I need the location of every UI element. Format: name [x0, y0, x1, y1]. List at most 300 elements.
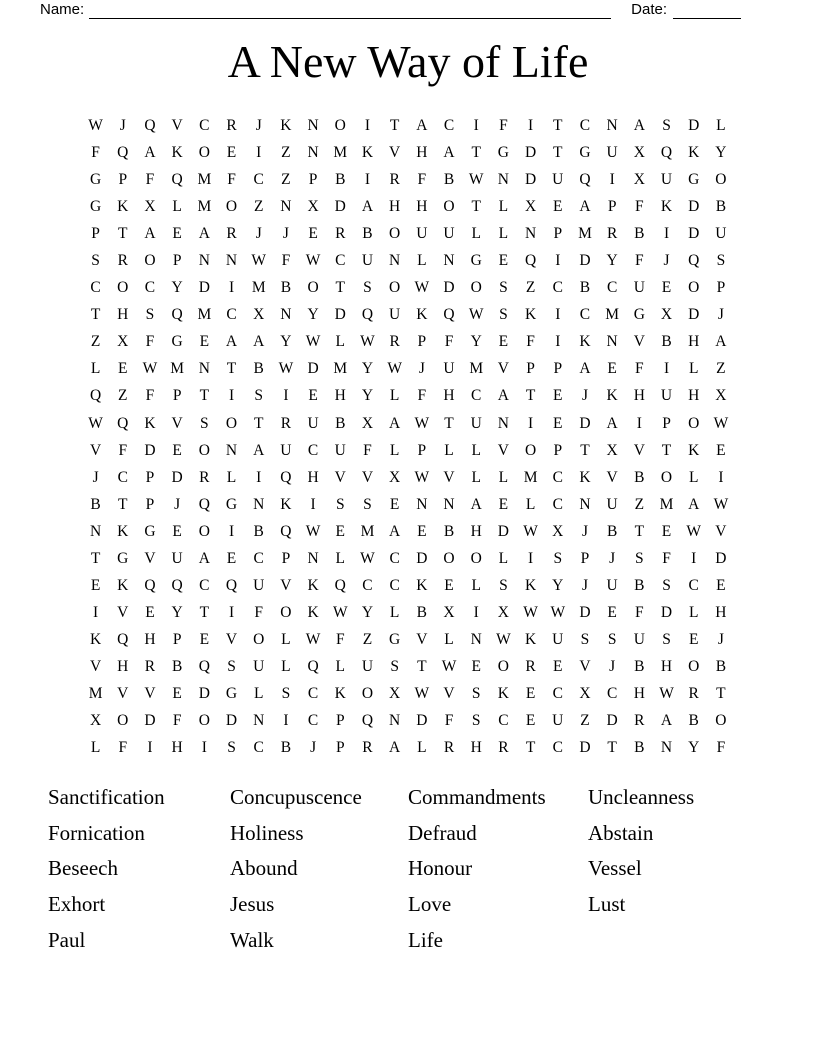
grid-letter: E — [471, 657, 481, 675]
grid-letter: X — [633, 171, 645, 189]
grid-letter: P — [335, 739, 345, 757]
grid-letter: U — [633, 279, 645, 297]
grid-letter: W — [360, 549, 375, 567]
grid-letter: A — [253, 333, 265, 351]
grid-letter: K — [334, 684, 346, 702]
grid-letter: Z — [634, 495, 645, 513]
grid-letter: W — [414, 279, 430, 297]
grid-letter: B — [443, 522, 455, 540]
grid-letter: I — [147, 739, 153, 757]
grid-letter: U — [606, 576, 618, 594]
grid-letter: A — [198, 225, 210, 243]
grid-letter: F — [281, 252, 291, 270]
grid-letter: V — [225, 630, 238, 648]
grid-letter: A — [579, 360, 591, 378]
grid-letter: C — [552, 495, 563, 513]
grid-letter: H — [660, 657, 673, 675]
grid-letter: W — [550, 603, 566, 621]
grid-letter: Q — [117, 144, 129, 162]
grid-letter: W — [305, 333, 321, 351]
grid-letter: O — [334, 117, 346, 134]
grid-letter: E — [607, 360, 617, 378]
grid-letter: T — [471, 198, 481, 216]
grid-letter: U — [715, 225, 727, 243]
grid-letter: Y — [688, 739, 700, 757]
grid-letter: D — [579, 739, 591, 757]
grid-letter: P — [335, 712, 345, 730]
grid-letter: U — [606, 495, 618, 513]
grid-letter: J — [92, 468, 99, 486]
grid-letter: C — [471, 387, 482, 405]
grid-letter: Y — [715, 144, 727, 162]
grid-letter: E — [308, 387, 318, 405]
grid-letter: P — [662, 414, 671, 432]
grid-letter: J — [255, 225, 262, 243]
grid-letter: M — [469, 360, 484, 378]
grid-letter: E — [688, 630, 699, 648]
grid-letter: M — [523, 468, 538, 486]
grid-letter: E — [308, 225, 318, 243]
grid-letter: W — [523, 603, 538, 621]
grid-letter: I — [609, 171, 615, 189]
grid-letter: V — [144, 549, 156, 567]
grid-letter: S — [335, 495, 345, 513]
grid-letter: I — [201, 739, 207, 757]
grid-letter: Y — [280, 333, 292, 351]
grid-letter: H — [470, 522, 482, 540]
grid-letter: M — [605, 306, 620, 324]
grid-letter: B — [606, 522, 618, 540]
grid-letter: L — [471, 576, 481, 594]
grid-letter: R — [389, 333, 400, 351]
grid-letter: C — [253, 739, 264, 757]
grid-letter: M — [197, 198, 212, 216]
grid-letter: O — [688, 657, 700, 675]
grid-letter: U — [660, 387, 673, 405]
grid-letter: S — [607, 630, 617, 648]
grid-letter: K — [688, 441, 700, 459]
grid-letter: D — [579, 252, 591, 270]
grid-letter: Q — [307, 657, 319, 675]
grid-letter: R — [498, 739, 509, 757]
grid-letter: C — [144, 279, 156, 297]
grid-letter: A — [688, 495, 700, 513]
grid-letter: W — [686, 522, 702, 540]
word-list-item: Fornication — [48, 820, 145, 845]
grid-letter: T — [417, 657, 427, 675]
grid-letter: A — [198, 549, 210, 567]
grid-letter: L — [389, 603, 400, 621]
grid-letter: N — [443, 495, 455, 513]
grid-letter: B — [634, 225, 645, 243]
grid-letter: L — [498, 225, 509, 243]
grid-letter: K — [524, 576, 537, 594]
grid-letter: Z — [281, 171, 291, 189]
grid-letter: W — [387, 360, 402, 378]
grid-letter: B — [253, 360, 264, 378]
grid-letter: O — [117, 712, 129, 730]
grid-letter: K — [280, 117, 292, 134]
grid-letter: Q — [280, 522, 292, 540]
grid-letter: Z — [525, 279, 536, 297]
grid-letter: H — [633, 684, 645, 702]
grid-letter: N — [253, 495, 265, 513]
grid-letter: O — [497, 657, 509, 675]
grid-letter: I — [528, 414, 534, 432]
grid-letter: O — [660, 468, 673, 486]
grid-letter: C — [90, 279, 101, 297]
grid-letter: T — [471, 144, 481, 162]
grid-letter: T — [525, 739, 536, 757]
grid-letter: N — [660, 739, 673, 757]
grid-letter: S — [471, 684, 481, 702]
grid-letter: F — [662, 549, 671, 567]
grid-letter: F — [172, 712, 182, 730]
grid-letter: C — [688, 576, 699, 594]
grid-letter: Q — [117, 414, 129, 432]
grid-letter: P — [145, 495, 155, 513]
word-list-item: Lust — [588, 892, 626, 917]
grid-letter: E — [498, 333, 509, 351]
grid-letter: R — [117, 252, 128, 270]
grid-letter: W — [88, 117, 103, 134]
grid-letter: L — [417, 252, 427, 270]
grid-letter: O — [361, 684, 374, 702]
grid-letter: R — [443, 739, 455, 757]
word-list-item: Sanctification — [48, 785, 165, 809]
grid-letter: K — [579, 468, 591, 486]
grid-letter: K — [606, 387, 618, 405]
grid-letter: U — [361, 252, 374, 270]
grid-letter: T — [661, 441, 672, 459]
grid-letter: E — [226, 549, 237, 567]
grid-letter: C — [552, 279, 563, 297]
word-list-column — [48, 780, 230, 959]
grid-letter: C — [335, 252, 346, 270]
grid-letter: V — [443, 468, 455, 486]
grid-letter: L — [498, 549, 509, 567]
grid-letter: P — [580, 549, 590, 567]
grid-letter: J — [310, 739, 317, 757]
grid-letter: Z — [281, 144, 291, 162]
grid-letter: V — [117, 603, 129, 621]
grid-letter: S — [363, 495, 372, 513]
grid-letter: D — [606, 712, 618, 730]
grid-letter: C — [606, 684, 618, 702]
grid-letter: H — [117, 306, 129, 324]
grid-letter: K — [497, 684, 509, 702]
grid-letter: X — [89, 712, 102, 730]
grid-letter: K — [361, 144, 374, 162]
grid-letter: U — [389, 306, 401, 324]
word-list-item: Vessel — [588, 856, 642, 881]
grid-letter: G — [497, 144, 509, 162]
grid-letter: N — [443, 252, 455, 270]
grid-letter: B — [688, 712, 699, 730]
grid-letter: N — [579, 495, 591, 513]
grid-letter: J — [255, 117, 262, 134]
grid-letter: S — [553, 549, 563, 567]
grid-letter: V — [606, 468, 618, 486]
grid-letter: O — [198, 712, 210, 730]
grid-letter: E — [335, 522, 346, 540]
grid-letter: O — [307, 279, 319, 297]
grid-letter: S — [227, 657, 236, 675]
grid-letter: Q — [171, 306, 183, 324]
grid-letter: F — [145, 333, 155, 351]
grid-letter: B — [90, 495, 101, 513]
grid-letter: S — [716, 252, 726, 270]
grid-letter: T — [525, 387, 536, 405]
grid-letter: O — [389, 279, 401, 297]
grid-letter: P — [172, 387, 182, 405]
word-list-item: Beseech — [48, 856, 118, 881]
grid-letter: W — [496, 630, 511, 648]
grid-letter: T — [199, 387, 210, 405]
grid-letter: T — [90, 306, 101, 324]
grid-letter: L — [471, 468, 481, 486]
grid-letter: R — [634, 712, 645, 730]
grid-letter: W — [278, 360, 294, 378]
grid-letter: A — [497, 387, 509, 405]
grid-letter: I — [555, 306, 561, 324]
grid-letter: I — [718, 468, 724, 486]
grid-letter: U — [552, 171, 564, 189]
grid-letter: K — [524, 306, 537, 324]
grid-letter: B — [661, 333, 672, 351]
grid-letter: D — [307, 360, 319, 378]
grid-letter: U — [633, 630, 645, 648]
grid-letter: U — [416, 225, 428, 243]
page-title: A New Way of Life — [227, 36, 589, 87]
grid-letter: O — [470, 549, 482, 567]
grid-letter: O — [715, 171, 727, 189]
grid-letter: W — [251, 252, 267, 270]
grid-letter: F — [335, 630, 345, 648]
grid-letter: D — [524, 171, 537, 189]
grid-letter: X — [307, 198, 319, 216]
grid-letter: J — [717, 630, 724, 648]
grid-letter: J — [609, 549, 616, 567]
grid-letter: V — [497, 360, 509, 378]
grid-letter: Q — [225, 576, 238, 594]
grid-letter: N — [89, 522, 102, 540]
grid-letter: E — [607, 603, 617, 621]
grid-letter: N — [524, 225, 537, 243]
grid-letter: Q — [89, 387, 102, 405]
grid-letter: I — [663, 225, 670, 243]
grid-letter: C — [443, 117, 455, 134]
grid-letter: S — [662, 630, 671, 648]
grid-letter: K — [416, 576, 428, 594]
grid-letter: N — [307, 144, 319, 162]
grid-letter: A — [633, 117, 645, 134]
grid-letter: J — [282, 225, 289, 243]
grid-letter: U — [334, 441, 346, 459]
name-label: Name: — [40, 1, 85, 18]
grid-letter: I — [691, 549, 697, 567]
grid-letter: B — [280, 279, 292, 297]
grid-letter: Y — [171, 603, 183, 621]
grid-letter: J — [609, 657, 616, 675]
grid-letter: R — [226, 225, 237, 243]
grid-letter: N — [280, 198, 292, 216]
grid-letter: N — [307, 117, 319, 134]
grid-letter: B — [253, 522, 264, 540]
grid-letter: C — [606, 279, 618, 297]
grid-letter: F — [118, 739, 128, 757]
grid-letter: N — [389, 712, 401, 730]
grid-letter: C — [253, 549, 264, 567]
grid-letter: M — [333, 360, 348, 378]
grid-letter: U — [552, 712, 564, 730]
grid-letter: N — [606, 117, 618, 134]
grid-letter: Z — [253, 198, 264, 216]
grid-letter: X — [443, 603, 455, 621]
grid-letter: Q — [280, 468, 292, 486]
grid-letter: E — [553, 198, 563, 216]
grid-letter: D — [334, 306, 346, 324]
grid-letter: E — [199, 333, 210, 351]
grid-letter: G — [225, 495, 238, 513]
grid-letter: I — [228, 603, 235, 621]
grid-letter: D — [660, 603, 673, 621]
grid-letter: B — [171, 657, 183, 675]
grid-letter: O — [225, 414, 238, 432]
grid-letter: F — [635, 198, 644, 216]
grid-letter: F — [635, 603, 644, 621]
grid-letter: L — [498, 468, 509, 486]
grid-letter: U — [443, 225, 455, 243]
grid-letter: H — [416, 198, 428, 216]
grid-letter: X — [606, 441, 618, 459]
grid-letter: V — [361, 468, 374, 486]
grid-letter: E — [417, 522, 427, 540]
grid-letter: C — [307, 441, 319, 459]
grid-letter: W — [414, 684, 430, 702]
grid-letter: H — [470, 739, 482, 757]
grid-letter: S — [390, 657, 399, 675]
grid-letter: H — [688, 387, 700, 405]
grid-letter: I — [555, 333, 561, 351]
grid-letter: O — [688, 279, 700, 297]
grid-letter: A — [606, 414, 618, 432]
grid-letter: X — [524, 198, 537, 216]
grid-letter: A — [389, 522, 401, 540]
grid-letter: E — [553, 657, 563, 675]
grid-letter: I — [283, 387, 289, 405]
grid-letter: M — [170, 360, 185, 378]
grid-letter: Q — [144, 576, 156, 594]
grid-letter: Z — [716, 360, 726, 378]
grid-letter: J — [581, 576, 588, 594]
grid-letter: B — [634, 739, 645, 757]
grid-letter: E — [172, 225, 182, 243]
grid-letter: E — [226, 144, 237, 162]
grid-letter: H — [633, 387, 645, 405]
grid-letter: R — [335, 225, 346, 243]
grid-letter: L — [716, 117, 726, 134]
grid-letter: C — [117, 468, 128, 486]
grid-letter: E — [525, 712, 536, 730]
grid-letter: I — [93, 603, 99, 621]
word-list-item: Concupuscence — [230, 785, 362, 809]
grid-letter: A — [660, 712, 673, 730]
word-search-grid — [82, 112, 735, 761]
grid-letter: C — [253, 171, 264, 189]
grid-letter: E — [444, 576, 454, 594]
grid-letter: F — [363, 441, 372, 459]
grid-letter: N — [389, 252, 401, 270]
grid-letter: L — [688, 360, 699, 378]
grid-letter: Y — [361, 387, 374, 405]
grid-letter: I — [528, 117, 534, 134]
grid-letter: I — [528, 549, 534, 567]
grid-letter: O — [443, 198, 455, 216]
grid-letter: D — [579, 414, 591, 432]
grid-letter: J — [717, 306, 724, 324]
grid-letter: G — [389, 630, 401, 648]
grid-letter: J — [119, 117, 126, 134]
grid-letter: O — [144, 252, 156, 270]
grid-letter: E — [661, 279, 672, 297]
grid-letter: I — [473, 603, 479, 621]
word-list-item: Paul — [48, 927, 86, 952]
grid-letter: B — [715, 657, 727, 675]
grid-letter: S — [227, 739, 236, 757]
grid-letter: M — [197, 306, 212, 324]
grid-letter: G — [470, 252, 482, 270]
grid-letter: L — [90, 739, 101, 757]
grid-letter: T — [634, 522, 645, 540]
grid-letter: Z — [118, 387, 128, 405]
grid-letter: E — [145, 603, 155, 621]
grid-letter: A — [389, 739, 401, 757]
grid-letter: C — [552, 468, 563, 486]
grid-letter: R — [362, 739, 373, 757]
worksheet-header — [40, 1, 741, 20]
grid-letter: J — [663, 252, 670, 270]
grid-letter: O — [280, 603, 292, 621]
grid-letter: T — [90, 549, 101, 567]
grid-letter: W — [332, 603, 348, 621]
grid-letter: N — [470, 630, 482, 648]
date-label: Date: — [631, 1, 667, 18]
grid-letter: O — [117, 279, 129, 297]
grid-letter: B — [362, 225, 373, 243]
grid-letter: W — [468, 171, 484, 189]
grid-letter: T — [716, 684, 726, 702]
word-list-item: Abound — [230, 856, 298, 881]
grid-letter: W — [441, 657, 457, 675]
grid-letter: K — [524, 630, 537, 648]
grid-letter: L — [688, 468, 699, 486]
grid-letter: S — [662, 576, 671, 594]
grid-letter: Q — [361, 306, 374, 324]
grid-letter: D — [225, 712, 238, 730]
grid-letter: M — [578, 225, 592, 243]
word-list-item: Uncleanness — [588, 785, 695, 809]
grid-letter: N — [416, 495, 428, 513]
grid-letter: U — [280, 441, 292, 459]
grid-letter: T — [199, 603, 210, 621]
grid-letter: H — [334, 387, 346, 405]
grid-letter: H — [144, 630, 156, 648]
grid-letter: W — [414, 468, 430, 486]
grid-letter: L — [525, 495, 536, 513]
grid-letter: K — [416, 306, 428, 324]
grid-letter: P — [417, 333, 427, 351]
